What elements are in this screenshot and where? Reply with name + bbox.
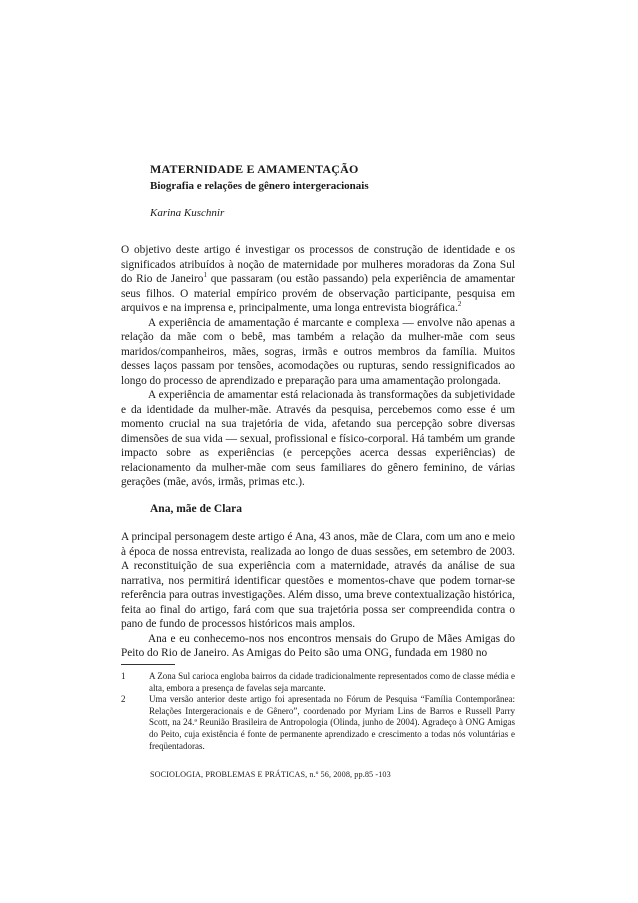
footnote-item [121,694,515,752]
journal-citation: SOCIOLOGIA, PROBLEMAS E PRÁTICAS, n.º 56, 2008, pp.85 -103 [150,770,391,779]
intro-paragraph-2: A experiência de amamentação é marcante e complexa — envolve não apenas a relação da mãe com o bebê, mas também a relação da mulher-mãe com seus maridos/companheiros, mães, sogras, irmãs e outros membros da família. Muitos desses laços passam por tensões, acomodações ou rupturas, sendo ressignificados ao longo do processo de aprendizado e preparação para uma amamentação prolongada. [121,316,515,387]
section-paragraph-1: A principal personagem deste artigo é Ana, 43 anos, mãe de Clara, com um ano e meio à época de nossa entrevista, realizada ao longo de duas sessões, em setembro de 2003. A reconstituição de sua experiência com a maternidade, através da análise de sua narrativa, nos permitirá identificar questões e momentos-chave que podem tornar-se referência para outras investigações. Além disso, uma breve contextualização histórica, feita ao final do artigo, fará com que sua trajetória possa ser compreendida contra o pano de fundo de processos históricos mais amplos. [121,531,515,630]
footnote-ref-2: 2 [457,300,462,309]
footnote-number: 1 [121,671,126,681]
section-paragraph-2: Ana e eu conhecemo-nos nos encontros mensais do Grupo de Mães Amigas do Peito do Rio de Janeiro. As Amigas do Peito são uma ONG, fundada em 1980 no [121,632,515,659]
intro-text [121,243,515,490]
section-heading: Ana, mãe de Clara [150,503,242,515]
footnotes [121,671,515,752]
footnote-text: A Zona Sul carioca engloba bairros da cidade tradicionalmente representados como de classe média e alta, embora a presença de favelas seja marcante. [149,671,515,693]
footnote-number: 2 [121,694,126,705]
article-subtitle: Biografia e relações de gênero intergeracionais [150,180,369,192]
section-text [121,530,515,661]
article-title: MATERNIDADE E AMAMENTAÇÃO [150,162,359,176]
intro-paragraph-1-text-b: que passaram (ou estão passando) pela experiência de amamentar seus filhos. O material empírico provém de observação participante, pesquisa em arquivos e na imprensa e, principalmente, uma longa entrevista biográfica. [121,273,515,314]
footnote-divider [121,664,175,665]
article-author: Karina Kuschnir [150,207,225,219]
footnote-text: Uma versão anterior deste artigo foi apresentada no Fórum de Pesquisa “Família Contemporânea: Relações Intergeracionais e de Gênero”, coordenado por Myriam Lins de Barros e Russell Parry Scott, na 24.ª Reunião Brasileira de Antropologia (Olinda, junho de 2004). Agradeço à ONG Amigas do Peito, cuja existência é fonte de permanente aprendizado e crescimento a todas nós voluntárias e freqüentadoras. [149,694,515,751]
intro-paragraph-1 [121,243,515,316]
intro-paragraph-3: A experiência de amamentar está relacionada às transformações da subjetividade e da identidade da mulher-mãe. Através da pesquisa, percebemos como esse é um momento crucial na sua trajetória de vida, afetando sua percepção sobre diversas dimensões de sua vida — sexual, profissional e físico-corporal. Há também um grande impacto sobre as experiências (e percepções acerca dessas experiências) de relacionamento da mulher-mãe com seus familiares do gênero feminino, de várias gerações (mãe, avós, irmãs, primas etc.). [121,389,515,488]
footnote-ref-1: 1 [203,271,207,280]
intro-paragraph-1-text-a: O objetivo deste artigo é investigar os processos de construção de identidade e os significados atribuídos à noção de maternidade por mulheres moradoras da Zona Sul do Rio de Janeiro [121,244,515,285]
footnote-item [121,671,515,694]
